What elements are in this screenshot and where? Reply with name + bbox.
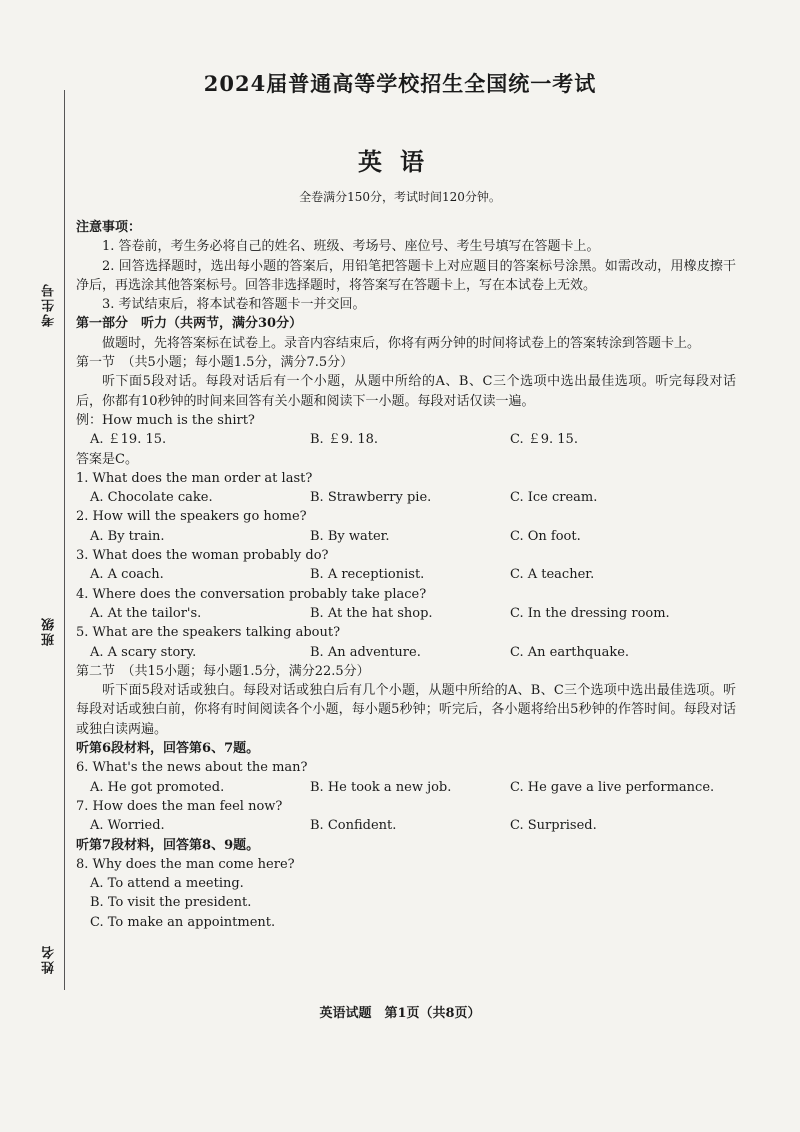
part1-intro: 做题时，先将答案标在试卷上。录音内容结束后，你将有两分钟的时间将试卷上的答案转涂到答题卡上。 — [102, 335, 701, 351]
option-c: C. A teacher. — [510, 567, 595, 583]
option-a: A. At the tailor's. — [90, 605, 202, 621]
example-answer: 答案是C。 — [76, 451, 138, 467]
notice-item-3: 3. 考试结束后，将本试卷和答题卡一并交回。 — [102, 297, 366, 313]
option-c: C. He gave a live performance. — [510, 779, 715, 795]
option-b: B. A receptionist. — [310, 567, 425, 583]
question-7 — [76, 797, 736, 836]
option-c: C. ￡9. 15. — [510, 432, 578, 448]
option-c: C. To make an appointment. — [90, 914, 276, 930]
option-b: B. Confident. — [310, 818, 397, 834]
question-stem: 3. What does the woman probably do? — [76, 548, 329, 564]
question-options — [76, 816, 736, 835]
question-options — [76, 604, 736, 623]
question-5 — [76, 623, 736, 662]
notice-heading: 注意事项： — [76, 220, 142, 235]
question-3 — [76, 546, 736, 585]
option-a: A. A coach. — [90, 567, 164, 583]
notice-item-2: 2. 回答选择题时，选出每小题的答案后，用铅笔把答题卡上对应题目的答案标号涂黑。如需改动，用橡皮擦干净后，再选涂其他答案标号。回答非选择题时，将答案写在答题卡上，写在本试卷上无效。 — [76, 258, 736, 293]
question-stem: 4. Where does the conversation probably take place? — [76, 586, 427, 602]
option-a: A. ￡19. 15. — [90, 432, 167, 448]
section1-heading: 第一节 （共5小题；每小题1.5分，满分7.5分） — [76, 355, 354, 371]
part1-heading: 第一部分 听力（共两节，满分30分） — [76, 316, 303, 332]
question-stem: 1. What does the man order at last? — [76, 470, 313, 486]
option-b: B. Strawberry pie. — [310, 490, 432, 506]
option-b: B. By water. — [310, 528, 390, 544]
option-c: C. Ice cream. — [510, 490, 598, 506]
question-stem: 2. How will the speakers go home? — [76, 509, 307, 525]
option-a: A. He got promoted. — [90, 779, 225, 795]
question-options — [76, 643, 736, 662]
option-c: C. In the dressing room. — [510, 605, 670, 621]
option-a: A. Chocolate cake. — [90, 490, 213, 506]
binding-margin-line — [64, 90, 65, 990]
option-c: C. On foot. — [510, 528, 581, 544]
exam-content — [76, 218, 736, 932]
option-a: A. By train. — [90, 528, 165, 544]
option-b: B. At the hat shop. — [310, 605, 433, 621]
section2-instructions: 听下面5段对话或独白。每段对话或独白后有几个小题，从题中所给的A、B、C三个选项中选出最佳选项。听每段对话或独白前，你将有时间阅读各个小题，每小题5秒钟；听完后，各小题将给出5秒钟的作答时间。每段对话或独白读两遍。 — [76, 683, 736, 737]
option-a: A. To attend a meeting. — [90, 876, 244, 892]
option-c: C. Surprised. — [510, 818, 597, 834]
option-a: A. A scary story. — [90, 644, 197, 660]
question-options — [76, 527, 736, 546]
question-stem: 5. What are the speakers talking about? — [76, 625, 341, 641]
question-6 — [76, 758, 736, 797]
question-stem: 6. What's the news about the man? — [76, 760, 308, 776]
notice-item-1: 1. 答卷前，考生务必将自己的姓名、班级、考场号、座位号、考生号填写在答题卡上。 — [102, 239, 600, 255]
question-stem: 7. How does the man feel now? — [76, 798, 283, 814]
material-6-heading: 听第6段材料，回答第6、7题。 — [76, 741, 260, 757]
question-8 — [76, 855, 736, 932]
subject-title: 英语 — [358, 147, 442, 176]
score-info: 全卷满分150分，考试时间120分钟。 — [299, 190, 501, 204]
option-b: B. To visit the president. — [90, 895, 252, 911]
option-c: C. An earthquake. — [510, 644, 630, 660]
example-options — [76, 430, 736, 449]
question-2 — [76, 507, 736, 546]
material-7-heading: 听第7段材料，回答第8、9题。 — [76, 837, 260, 853]
question-4 — [76, 585, 736, 624]
question-options — [76, 488, 736, 507]
section1-instructions: 听下面5段对话。每段对话后有一个小题，从题中所给的A、B、C三个选项中选出最佳选项。听完每段对话后，你都有10秒钟的时间来回答有关小题和阅读下一小题。每段对话仅读一遍。 — [76, 374, 736, 409]
question-1 — [76, 469, 736, 508]
name-label: 姓名 — [42, 944, 57, 974]
exam-number-label: 考生号 — [42, 282, 57, 327]
option-b: B. ￡9. 18. — [310, 432, 379, 448]
question-options — [76, 778, 736, 797]
question-stem: 8. Why does the man come here? — [76, 856, 295, 872]
option-a: A. Worried. — [90, 818, 165, 834]
exam-title: 2024届普通高等学校招生全国统一考试 — [203, 71, 597, 96]
example-stem: 例：How much is the shirt? — [76, 412, 255, 428]
question-options — [76, 565, 736, 584]
option-b: B. An adventure. — [310, 644, 421, 660]
class-label: 班级 — [42, 616, 57, 646]
page-footer: 英语试题 第1页（共8页） — [319, 1006, 481, 1021]
section2-heading: 第二节 （共15小题；每小题1.5分，满分22.5分） — [76, 663, 370, 679]
option-b: B. He took a new job. — [310, 779, 452, 795]
